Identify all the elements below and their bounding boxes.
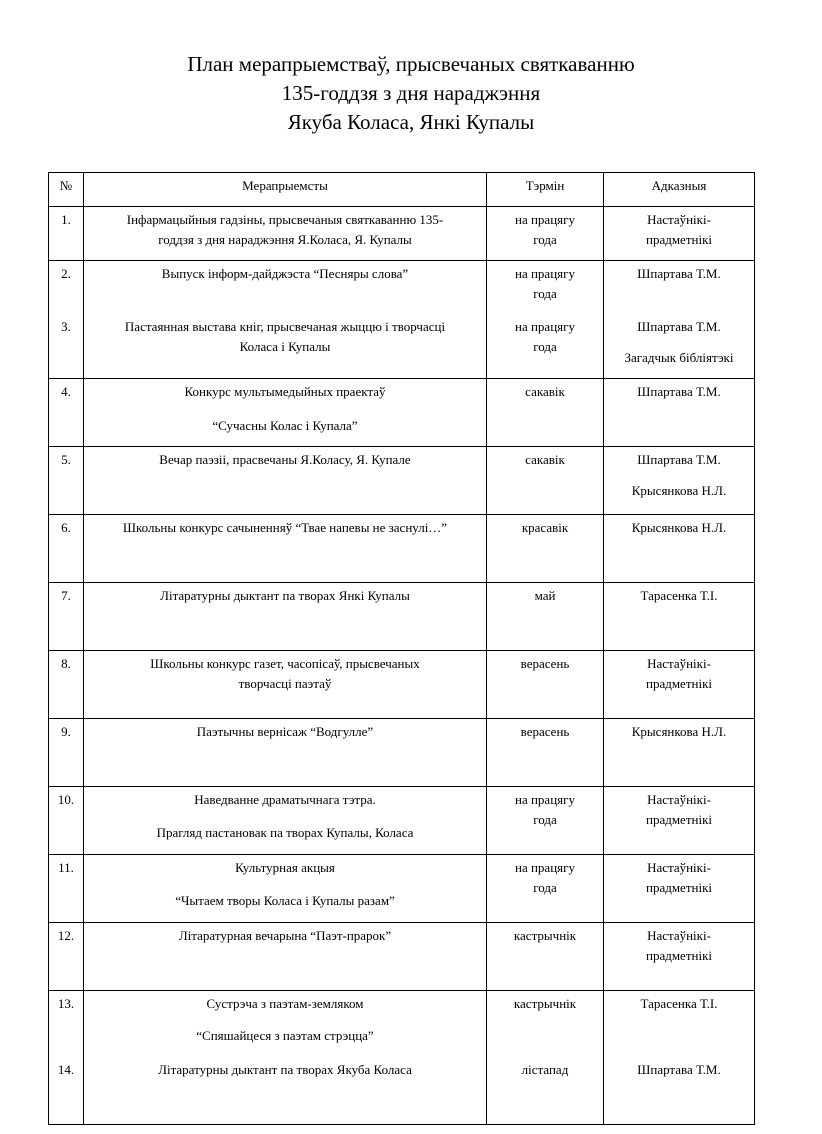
row-term: верасень (487, 719, 604, 787)
table-row (49, 207, 755, 261)
title-line-2: 135-годдзя з дня нараджэння (281, 81, 541, 105)
resp-line: Настаўнікі- (647, 656, 711, 671)
row-num: 7. (49, 583, 84, 651)
resp-line: Шпартава Т.М. (637, 319, 721, 334)
event-line: творчасці паэтаў (238, 676, 332, 691)
event-line: Коласа і Купалы (239, 339, 331, 354)
term-line: года (533, 812, 557, 827)
row-num (49, 991, 84, 1125)
resp-line: прадметнікі (645, 812, 712, 827)
header-num: № (49, 173, 84, 207)
row-num: 9. (49, 719, 84, 787)
table-row (49, 583, 755, 651)
term-line: года (533, 232, 557, 247)
row-term (487, 787, 604, 855)
table-row (49, 991, 755, 1125)
table-row (49, 719, 755, 787)
event-line: Конкурс мультымедыйных праектаў (184, 384, 386, 399)
event-line: Пастаянная выстава кніг, прысвечаная жыццю і творчасці (124, 319, 446, 334)
row-term (487, 261, 604, 379)
row-term: кастрычнік (487, 923, 604, 991)
table-row (49, 379, 755, 447)
resp-line: прадметнікі (645, 232, 712, 247)
events-table (48, 172, 755, 1125)
num-line: 13. (57, 996, 75, 1011)
row-term: сакавік (487, 447, 604, 515)
row-num: 1. (49, 207, 84, 261)
term-line: года (533, 286, 557, 301)
row-num: 12. (49, 923, 84, 991)
document-title (0, 50, 822, 137)
row-num: 4. (49, 379, 84, 447)
row-resp: Крысянкова Н.Л. (604, 515, 755, 583)
row-term (487, 855, 604, 923)
num-line: 3. (61, 319, 71, 334)
row-event: Літаратурная вечарына “Паэт-прарок” (84, 923, 487, 991)
row-term: май (487, 583, 604, 651)
resp-line: Тарасенка Т.І. (640, 996, 718, 1011)
row-term: красавік (487, 515, 604, 583)
row-resp (604, 447, 755, 515)
row-event (84, 261, 487, 379)
resp-line: Настаўнікі- (647, 792, 711, 807)
event-line: Школьны конкурс газет, часопісаў, прысвечаных (150, 656, 420, 671)
num-line: 14. (57, 1062, 75, 1077)
num-line: 2. (61, 266, 71, 281)
event-line: Выпуск інформ-дайджэста “Песняры слова” (161, 266, 409, 281)
resp-line: Настаўнікі- (647, 860, 711, 875)
row-num: 11. (49, 855, 84, 923)
event-line: Прагляд пастановак па творах Купалы, Коласа (156, 825, 414, 840)
row-term: верасень (487, 651, 604, 719)
resp-line: Настаўнікі- (647, 212, 711, 227)
resp-line: прадметнікі (645, 948, 712, 963)
resp-line: прадметнікі (645, 880, 712, 895)
row-term (487, 991, 604, 1125)
row-resp (604, 261, 755, 379)
row-event (84, 379, 487, 447)
term-line: на працягу (515, 266, 575, 281)
event-line: Наведванне драматычнага тэтра. (194, 792, 376, 807)
row-resp: Крысянкова Н.Л. (604, 719, 755, 787)
event-line: Інфармацыйныя гадзіны, прысвечаныя святкаванню 135- (126, 212, 444, 227)
event-line: годдзя з дня нараджэння Я.Коласа, Я. Купалы (158, 232, 412, 247)
resp-line: прадметнікі (645, 676, 712, 691)
row-num: 6. (49, 515, 84, 583)
resp-line: Шпартава Т.М. (637, 266, 721, 281)
term-line: на працягу (515, 792, 575, 807)
table-row (49, 651, 755, 719)
resp-line: Шпартава Т.М. (637, 452, 721, 467)
event-line: Сустрэча з паэтам-земляком (206, 996, 364, 1011)
row-resp (604, 787, 755, 855)
term-line: лістапад (521, 1062, 569, 1077)
term-line: кастрычнік (513, 996, 577, 1011)
row-resp (604, 651, 755, 719)
resp-line: Загадчык бібліятэкі (624, 350, 734, 365)
row-event: Паэтычны вернісаж “Водгулле” (84, 719, 487, 787)
row-resp: Шпартава Т.М. (604, 379, 755, 447)
row-resp (604, 855, 755, 923)
row-term (487, 207, 604, 261)
row-event (84, 207, 487, 261)
row-event: Вечар паэзіі, прасвечаны Я.Коласу, Я. Купале (84, 447, 487, 515)
row-resp (604, 923, 755, 991)
row-event: Школьны конкурс сачыненняў “Твае напевы не заснулі…” (84, 515, 487, 583)
row-resp (604, 991, 755, 1125)
event-line: “Чытаем творы Коласа і Купалы разам” (175, 893, 395, 908)
table-row (49, 787, 755, 855)
row-event (84, 855, 487, 923)
event-line: “Сучасны Колас і Купала” (212, 418, 358, 433)
resp-line: Крысянкова Н.Л. (631, 483, 727, 498)
row-event (84, 787, 487, 855)
term-line: года (533, 880, 557, 895)
table-row (49, 923, 755, 991)
header-event: Мерапрыемсты (84, 173, 487, 207)
row-resp (604, 207, 755, 261)
event-line: Культурная акцыя (235, 860, 335, 875)
event-line: Літаратурны дыктант па творах Якуба Коласа (158, 1062, 412, 1077)
table-header-row (49, 173, 755, 207)
row-term: сакавік (487, 379, 604, 447)
title-line-1: План мерапрыемстваў, прысвечаных святкаванню (187, 52, 635, 76)
row-num: 10. (49, 787, 84, 855)
title-line-3: Якуба Коласа, Янкі Купалы (287, 110, 535, 134)
event-line: “Спяшайцеся з паэтам стрэцца” (196, 1028, 374, 1043)
row-num (49, 261, 84, 379)
term-line: на працягу (515, 212, 575, 227)
row-event (84, 651, 487, 719)
header-resp: Адказныя (604, 173, 755, 207)
table-row (49, 855, 755, 923)
table-row (49, 515, 755, 583)
table-row (49, 261, 755, 379)
row-num: 5. (49, 447, 84, 515)
row-resp: Тарасенка Т.І. (604, 583, 755, 651)
term-line: на працягу (515, 860, 575, 875)
row-num: 8. (49, 651, 84, 719)
header-term: Тэрмін (487, 173, 604, 207)
resp-line: Настаўнікі- (647, 928, 711, 943)
term-line: на працягу (515, 319, 575, 334)
term-line: года (533, 339, 557, 354)
resp-line: Шпартава Т.М. (637, 1062, 721, 1077)
row-event (84, 991, 487, 1125)
table-row (49, 447, 755, 515)
row-event: Літаратурны дыктант па творах Янкі Купалы (84, 583, 487, 651)
